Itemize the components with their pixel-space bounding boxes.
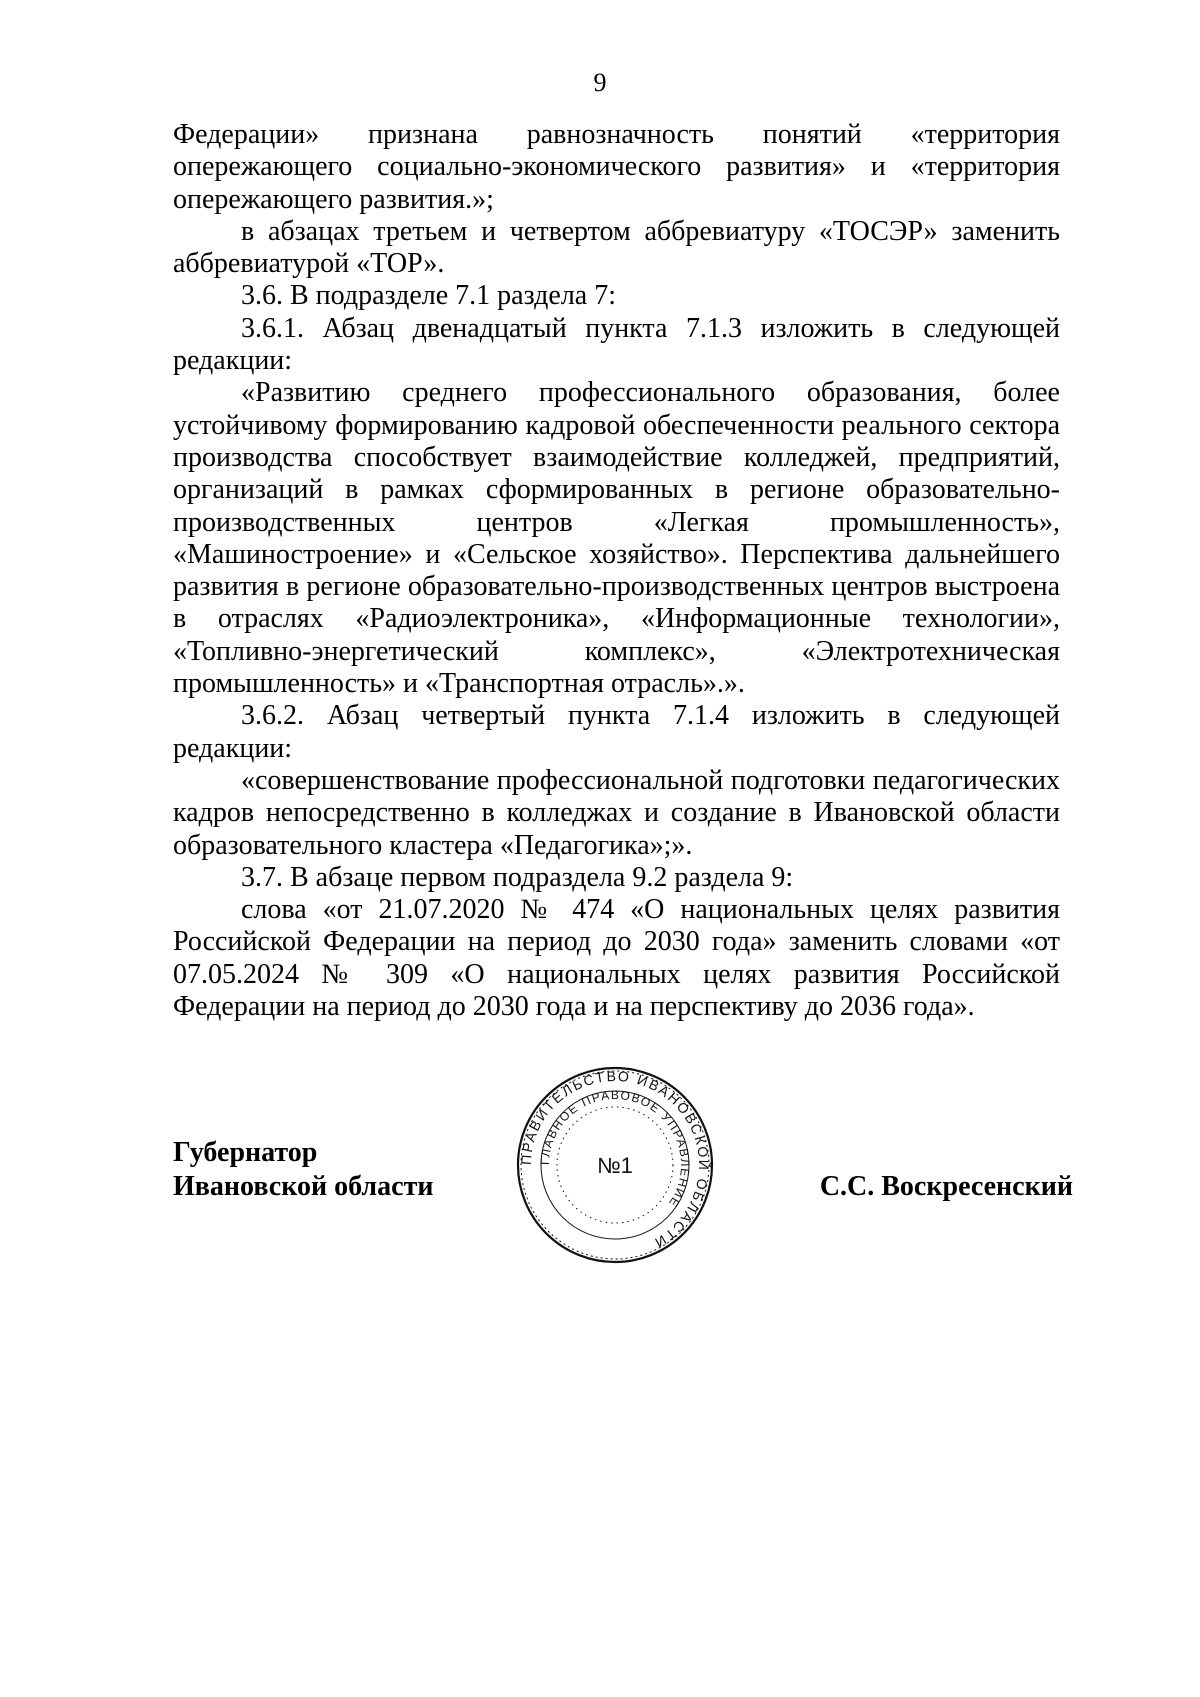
paragraph-1: Федерации» признана равнозначность понятий «территория опережающего социально-экономического развития» и «территория опережающего развития.»; — [173, 119, 1060, 215]
paragraph-6: 3.6.2. Абзац четвертый пункта 7.1.4 изложить в следующей редакции: — [173, 700, 1060, 764]
paragraph-7: «совершенствование профессиональной подготовки педагогических кадров непосредственно в колледжах и создание в Ивановской области образовательного кластера «Педагогика»;». — [173, 764, 1060, 861]
seal-number: №1 — [597, 1153, 633, 1178]
paragraph-5: «Развитию среднего профессионального образования, более устойчивому формированию кадровой обеспеченности реального сектора производства способствует взаимодействие колледжей, предприятий, организаций в рамках сформированных в регионе образовательно-производственных центров «Легкая промышленность», «Машиностроение» и «Сельское хозяйство». Перспектива дальнейшего развития в регионе образовательно-производственных центров выстроена в отраслях «Радиоэлектроника», «Информационные технологии», «Топливно-энергетический комплекс», «Электротехническая промышленность» и «Транспортная отрасль».». — [173, 377, 1060, 700]
signatory-position-line-2: Ивановской области — [173, 1171, 434, 1202]
paragraph-4: 3.6.1. Абзац двенадцатый пункта 7.1.3 изложить в следующей редакции: — [173, 312, 1060, 377]
signatory-position — [173, 1136, 433, 1204]
official-seal — [515, 1065, 715, 1265]
signatory-position-line-1: Губернатор — [173, 1137, 318, 1168]
document-body — [173, 119, 1060, 1023]
seal-inner-text: ГЛАВНОЕ ПРАВОВОЕ УПРАВЛЕНИЕ — [537, 1087, 693, 1211]
signatory-name: С.С. Воскресенский — [819, 1171, 1073, 1202]
page-number: 9 — [593, 68, 607, 97]
paragraph-8: 3.7. В абзаце первом подраздела 9.2 раздела 9: — [241, 861, 794, 893]
seal-outer-text: ПРАВИТЕЛЬСТВО ИВАНОВСКОЙ ОБЛАСТИ — [517, 1067, 713, 1252]
paragraph-3: 3.6. В подразделе 7.1 раздела 7: — [241, 280, 616, 312]
paragraph-2: в абзацах третьем и четвертом аббревиатуру «ТОСЭР» заменить аббревиатурой «ТОР». — [173, 215, 1060, 280]
paragraph-9: слова «от 21.07.2020 № 474 «О национальных целях развития Российской Федерации на период до 2030 года» заменить словами «от 07.05.2024 № 309 «О национальных целях развития Российской Федерации на период до 2030 года и на перспективу до 2036 года». — [173, 894, 1060, 1023]
